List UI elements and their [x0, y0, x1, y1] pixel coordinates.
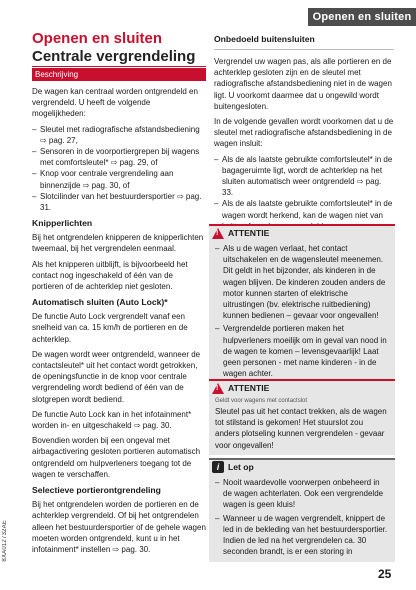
warning-title: ATTENTIE — [228, 383, 270, 393]
paragraph: De functie Auto Lock vergrendelt vanaf een snelheid van ca. 15 km/h de portieren en de achterklep. — [32, 312, 188, 344]
page-number: 25 — [378, 567, 392, 581]
paragraph: In de volgende gevallen wordt voorkomen dat u de sleutel met radiografische afstandsbediening in de wagen insluit: — [214, 117, 394, 149]
heading-auto-lock: Automatisch sluiten (Auto Lock)* — [32, 297, 168, 308]
lock-options-list — [32, 124, 206, 214]
paragraph: Bovendien worden bij een ongeval met airbagactivering gesloten portieren automatisch ontgrendeld om hulpverleners toegang tot de wagen te verschaffen. — [32, 436, 201, 479]
list-item: – Slotcilinder van het bestuurdersportier ⇨ pag. 31. — [32, 191, 206, 213]
intro-paragraph: De wagen kan centraal worden ontgrendeld en vergrendeld. U heeft de volgende mogelijkheden: — [32, 87, 198, 119]
list-item: – Wanneer u de wagen vergrendelt, knippert de led in de bekleding van het bestuurdersportier. Indien de led na het vergrendelen ca. 30 seconden brandt, is er een storing in — [215, 513, 389, 558]
description-bar: Beschrijving — [32, 68, 206, 81]
warning-header — [209, 224, 395, 240]
paragraph: De wagen wordt weer ontgrendeld, wanneer de contactsleutel* uit het contact wordt getrokken, de openingsfunctie in de knop voor centrale vergrendeling wordt bediend of één van de slotgrepen wordt bediend. — [32, 349, 201, 404]
warning-body — [209, 395, 395, 455]
list-item: – Vergrendelde portieren maken het hulpverleners moeilijk om in geval van nood in de wagen te komen – levensgevaarlijk! Laat geen personen - met name kinderen - in de wagen achter. — [215, 323, 389, 379]
document-code: 8XA012732AE — [2, 520, 8, 562]
warning-text: Sleutel pas uit het contact trekken, als de wagen tot stilstand is gekomen! Het stuurslot zou anders plotseling kunnen vergrendelen - gevaar voor ongevallen! — [215, 407, 387, 450]
list-item: – Als de als laatste gebruikte comfortsleutel* in de wagen wordt herkend, kan de wagen niet van — [214, 198, 394, 232]
right-column — [214, 34, 394, 236]
title-divider — [32, 66, 206, 67]
heading-indicators: Knipperlichten — [32, 218, 93, 229]
note-list — [215, 477, 389, 557]
chapter-title: Openen en sluiten — [32, 30, 163, 47]
note-title: Let op — [228, 462, 254, 472]
paragraph: Bij het ontgrendelen knipperen de knipperlichten tweemaal, bij het vergrendelen eenmaal. — [32, 233, 204, 254]
list-item: – Sensoren in de voorportiergrepen bij wagens met comfortsleutel* ⇨ pag. 29, of — [32, 146, 206, 168]
warning-icon: ! — [212, 383, 224, 394]
warning-title: ATTENTIE — [228, 228, 270, 238]
warning-list — [215, 243, 389, 379]
warning-header — [209, 379, 395, 395]
note-header — [209, 458, 395, 474]
warning-box-2 — [209, 379, 395, 455]
section-header-tab: Openen en sluiten — [308, 8, 416, 26]
left-column — [32, 86, 206, 559]
warning-body — [209, 240, 395, 385]
paragraph: De functie Auto Lock kan in het infotainment* worden in- en uitgeschakeld ⇨ pag. 30. — [32, 409, 192, 431]
paragraph: Als het knipperen uitblijft, is bijvoorbeeld het contact nog ingeschakeld of één van de portieren of de achterklep niet gesloten. — [32, 259, 188, 292]
divider — [214, 49, 394, 50]
list-item: – Nooit waardevolle voorwerpen onbeheerd in de wagen achterlaten. Ook een vergrendelde wagen is geen kluis! — [215, 477, 389, 511]
applies-to-note: Geldt voor wagens met contactslot — [215, 398, 308, 404]
paragraph: Bij het ontgrendelen worden de portieren en de achterklep vergrendeld. Of bij het ontgrendelen alleen het bestuurdersportier of de gehele wagen moeten worden ontgrendeld, kunt u in het infotainment* instellen ⇨ pag. 30. — [32, 500, 206, 554]
lockout-cases-list — [214, 154, 394, 232]
heading-unintended-lockout: Onbedoeld buitensluiten — [214, 34, 315, 44]
note-body — [209, 474, 395, 562]
list-item: – Als de als laatste gebruikte comfortsleutel* in de bagageruimte ligt, wordt de achterklep na het sluiten automatisch weer ontgrendeld ⇨ pag. 33. — [214, 154, 394, 199]
list-item: – Knop voor centrale vergrendeling aan binnenzijde ⇨ pag. 30, of — [32, 168, 206, 190]
note-box — [209, 458, 395, 562]
warning-box-1 — [209, 224, 395, 385]
paragraph: Vergrendel uw wagen pas, als alle portieren en de achterklep gesloten zijn en de sleutel met radiografische afstandsbediening niet in de wagen ligt. U voorkomt daarmee dat u ongewild wordt buitengesloten. — [214, 57, 392, 111]
section-title: Centrale vergrendeling — [32, 48, 196, 65]
heading-selective-unlock: Selectieve portierontgrendeling — [32, 485, 161, 496]
list-item: – Als u de wagen verlaat, het contact uitschakelen en de wagensleutel meenemen. Dit geldt in het bijzonder, als kinderen in de wagen blijven. De kinderen zouden anders de motor kunnen starten of elektrische uitrustingen (bv. elektrische ruitbediening) kunnen bedienen – gevaar voor ongevallen! — [215, 243, 389, 321]
info-icon: i — [212, 461, 224, 473]
list-item: – Sleutel met radiografische afstandsbediening ⇨ pag. 27, — [32, 124, 206, 146]
warning-icon: ! — [212, 228, 224, 239]
